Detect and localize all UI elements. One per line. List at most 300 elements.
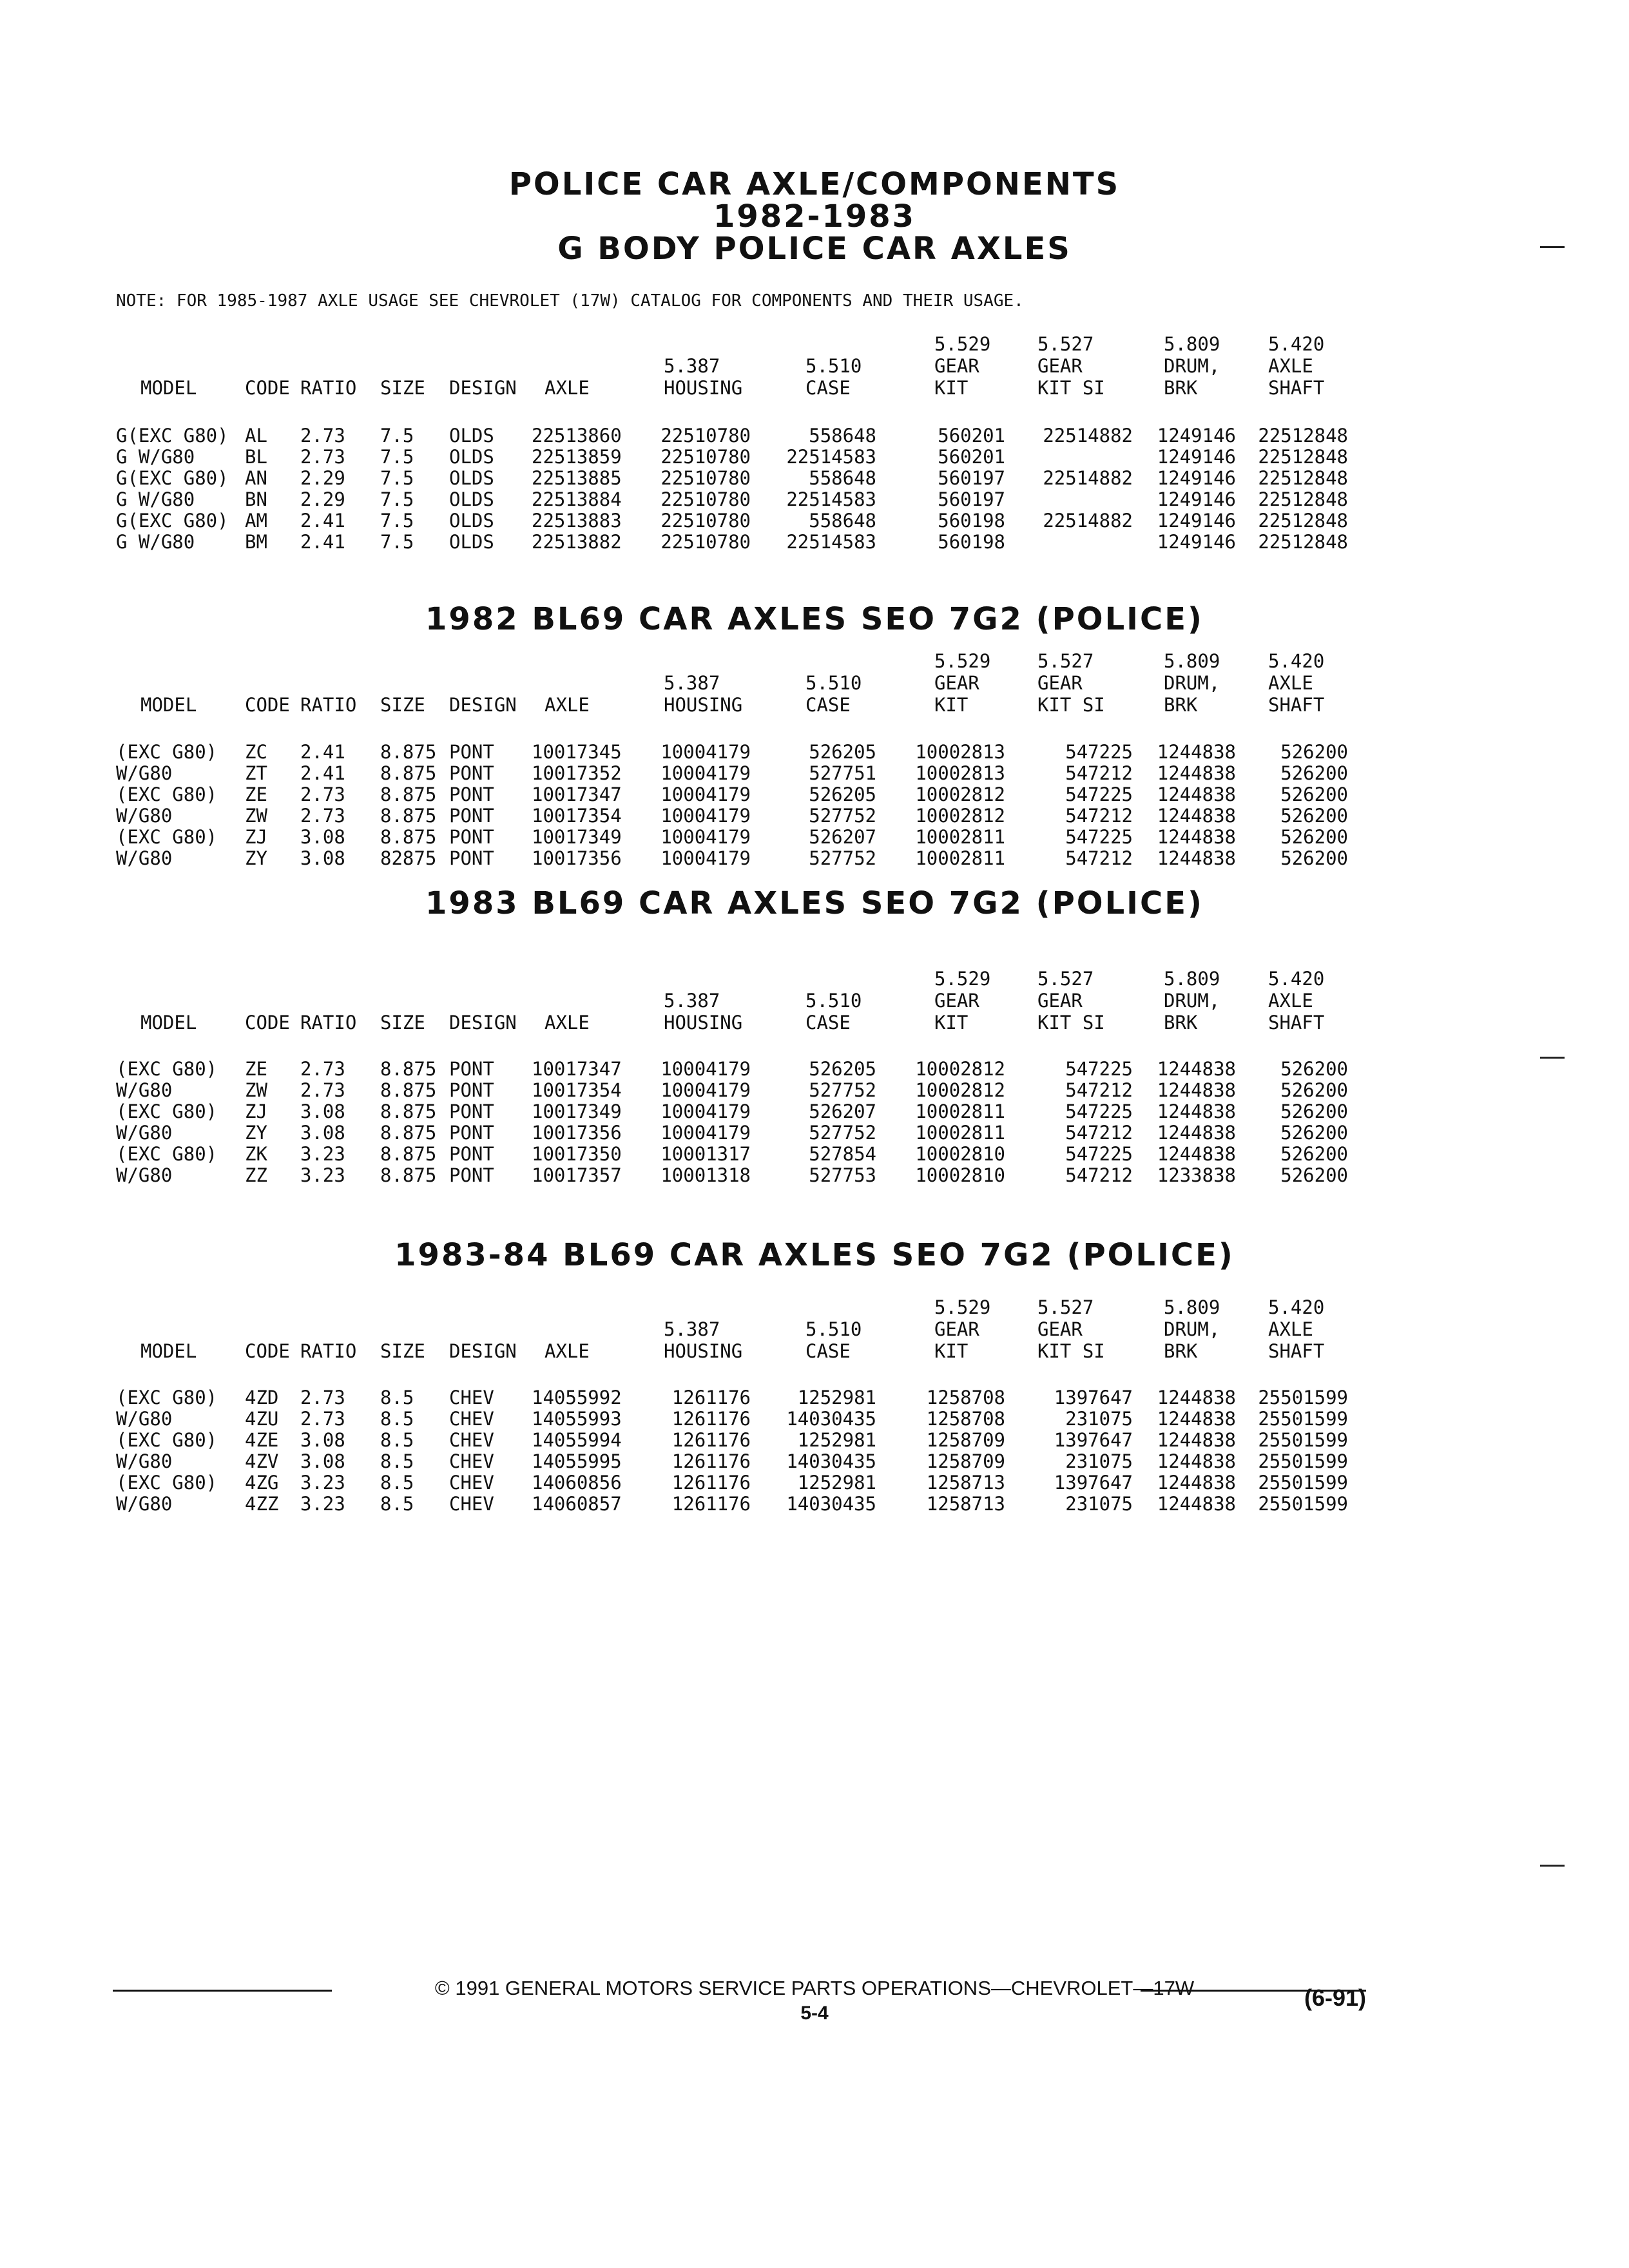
table-cell-size: 8.5 — [380, 1408, 414, 1430]
table-cell-gear-kit-si: 547225 — [1065, 783, 1133, 805]
table-cell-design: CHEV — [449, 1387, 494, 1408]
usage-note: NOTE: FOR 1985-1987 AXLE USAGE SEE CHEVROLET (17W) CATALOG FOR COMPONENTS AND THEIR USAGE. — [116, 291, 1024, 311]
table-cell-model: W/G80 — [116, 1493, 173, 1515]
table-cell-gear-kit-si: 231075 — [1065, 1450, 1133, 1472]
column-header-drum: DRUM, — [1164, 1318, 1220, 1340]
column-header-axle: AXLE — [545, 1012, 590, 1033]
table-cell-model: G W/G80 — [116, 488, 195, 510]
table-cell-design: CHEV — [449, 1493, 494, 1515]
column-header-gear-kit: GEAR — [934, 672, 979, 694]
table-cell-size: 8.875 — [380, 762, 437, 784]
table-cell-ratio: 2.73 — [300, 1079, 345, 1101]
table-cell-code: ZT — [245, 762, 267, 784]
section-title-1983-84-bl69: 1983-84 BL69 CAR AXLES SEO 7G2 (POLICE) — [394, 1237, 1235, 1273]
table-cell-case: 527854 — [809, 1143, 876, 1165]
table-cell-model: G W/G80 — [116, 531, 195, 553]
table-cell-housing: 22510780 — [660, 510, 751, 532]
column-header-case: CASE — [805, 1012, 851, 1033]
table-cell-model: G(EXC G80) — [116, 467, 229, 489]
table-cell-model: G W/G80 — [116, 446, 195, 468]
table-cell-axle: 10017350 — [532, 1143, 622, 1165]
table-cell-code: ZZ — [245, 1164, 267, 1186]
page-number: 5-4 — [800, 2003, 829, 2024]
column-header-drum: 5.809 — [1164, 968, 1220, 990]
table-cell-drum: 1244838 — [1157, 847, 1236, 869]
table-cell-code: AL — [245, 425, 267, 447]
column-header-shaft: 5.420 — [1268, 968, 1325, 990]
table-cell-housing: 1261176 — [671, 1429, 751, 1451]
table-cell-drum: 1244838 — [1157, 1079, 1236, 1101]
table-cell-design: CHEV — [449, 1408, 494, 1430]
table-cell-housing: 10004179 — [660, 847, 751, 869]
table-cell-axle: 10017356 — [532, 847, 622, 869]
table-cell-ratio: 3.08 — [300, 1100, 345, 1122]
table-cell-ratio: 2.73 — [300, 1058, 345, 1080]
table-cell-gear-kit: 10002812 — [915, 805, 1005, 827]
table-cell-housing: 1261176 — [671, 1493, 751, 1515]
table-cell-gear-kit: 560198 — [938, 510, 1005, 532]
column-header-size: SIZE — [380, 1340, 425, 1362]
table-cell-axle: 10017356 — [532, 1122, 622, 1144]
column-header-shaft: 5.420 — [1268, 333, 1325, 355]
table-cell-case: 1252981 — [797, 1387, 876, 1408]
table-cell-ratio: 2.73 — [300, 446, 345, 468]
table-cell-case: 526205 — [809, 741, 876, 763]
column-header-shaft: SHAFT — [1268, 1340, 1325, 1362]
table-cell-gear-kit: 10002812 — [915, 1079, 1005, 1101]
column-header-code: CODE — [245, 694, 290, 716]
table-cell-axle: 10017354 — [532, 805, 622, 827]
table-cell-code: 4ZE — [245, 1429, 279, 1451]
table-cell-axle: 10017349 — [532, 826, 622, 848]
table-cell-size: 82875 — [380, 847, 437, 869]
table-cell-design: CHEV — [449, 1429, 494, 1451]
table-cell-gear-kit-si: 547225 — [1065, 1100, 1133, 1122]
table-cell-design: PONT — [449, 1164, 494, 1186]
table-cell-drum: 1244838 — [1157, 1143, 1236, 1165]
table-cell-model: (EXC G80) — [116, 1429, 218, 1451]
table-cell-gear-kit-si: 547225 — [1065, 741, 1133, 763]
margin-mark — [1540, 1057, 1565, 1059]
column-header-housing: 5.387 — [664, 672, 720, 694]
table-cell-housing: 10001317 — [660, 1143, 751, 1165]
column-header-shaft: AXLE — [1268, 672, 1313, 694]
table-cell-shaft: 22512848 — [1258, 510, 1348, 532]
table-cell-code: ZJ — [245, 1100, 267, 1122]
table-cell-gear-kit: 560201 — [938, 425, 1005, 447]
column-header-drum: BRK — [1164, 377, 1198, 399]
table-cell-housing: 22510780 — [660, 488, 751, 510]
table-cell-gear-kit-si: 22514882 — [1043, 425, 1133, 447]
table-cell-size: 8.875 — [380, 1122, 437, 1144]
column-header-gear-kit: GEAR — [934, 990, 979, 1012]
column-header-gear-kit-si: GEAR — [1037, 990, 1083, 1012]
table-cell-gear-kit: 10002813 — [915, 741, 1005, 763]
table-cell-ratio: 2.73 — [300, 805, 345, 827]
table-cell-code: 4ZV — [245, 1450, 279, 1472]
table-cell-housing: 10004179 — [660, 1079, 751, 1101]
table-cell-gear-kit-si: 1397647 — [1054, 1387, 1133, 1408]
table-cell-shaft: 25501599 — [1258, 1429, 1348, 1451]
column-header-housing: 5.387 — [664, 1318, 720, 1340]
table-cell-ratio: 2.41 — [300, 531, 345, 553]
table-cell-design: OLDS — [449, 467, 494, 489]
column-header-shaft: AXLE — [1268, 990, 1313, 1012]
column-header-ratio: RATIO — [300, 1340, 357, 1362]
table-cell-gear-kit: 10002812 — [915, 1058, 1005, 1080]
table-cell-shaft: 22512848 — [1258, 488, 1348, 510]
column-header-gear-kit-si: KIT SI — [1037, 694, 1105, 716]
table-cell-shaft: 526200 — [1280, 826, 1348, 848]
table-cell-gear-kit: 560198 — [938, 531, 1005, 553]
column-header-gear-kit: GEAR — [934, 355, 979, 377]
table-cell-drum: 1244838 — [1157, 783, 1236, 805]
column-header-gear-kit-si: 5.527 — [1037, 333, 1094, 355]
table-cell-ratio: 3.08 — [300, 847, 345, 869]
column-header-drum: 5.809 — [1164, 333, 1220, 355]
column-header-model: MODEL — [140, 1012, 197, 1033]
table-cell-model: (EXC G80) — [116, 1387, 218, 1408]
table-cell-design: CHEV — [449, 1450, 494, 1472]
table-cell-housing: 10004179 — [660, 1058, 751, 1080]
column-header-size: SIZE — [380, 1012, 425, 1033]
table-cell-drum: 1249146 — [1157, 467, 1236, 489]
table-cell-axle: 10017352 — [532, 762, 622, 784]
table-cell-axle: 10017349 — [532, 1100, 622, 1122]
table-cell-code: BL — [245, 446, 267, 468]
column-header-gear-kit: KIT — [934, 694, 969, 716]
table-cell-design: PONT — [449, 1058, 494, 1080]
table-cell-axle: 14055992 — [532, 1387, 622, 1408]
column-header-code: CODE — [245, 1340, 290, 1362]
table-cell-code: ZY — [245, 847, 267, 869]
table-cell-model: G(EXC G80) — [116, 510, 229, 532]
table-cell-gear-kit: 10002812 — [915, 783, 1005, 805]
table-cell-code: BN — [245, 488, 267, 510]
table-cell-gear-kit: 10002811 — [915, 1122, 1005, 1144]
table-cell-design: PONT — [449, 826, 494, 848]
column-header-gear-kit: 5.529 — [934, 333, 991, 355]
table-cell-housing: 1261176 — [671, 1472, 751, 1494]
table-cell-case: 558648 — [809, 467, 876, 489]
table-cell-drum: 1249146 — [1157, 510, 1236, 532]
table-cell-code: ZE — [245, 1058, 267, 1080]
table-cell-case: 526205 — [809, 783, 876, 805]
table-cell-ratio: 2.41 — [300, 741, 345, 763]
table-cell-housing: 10004179 — [660, 741, 751, 763]
table-cell-model: W/G80 — [116, 805, 173, 827]
table-cell-case: 22514583 — [786, 531, 876, 553]
table-cell-gear-kit-si: 547225 — [1065, 1143, 1133, 1165]
column-header-model: MODEL — [140, 377, 197, 399]
table-cell-drum: 1244838 — [1157, 805, 1236, 827]
table-cell-design: OLDS — [449, 446, 494, 468]
column-header-drum: BRK — [1164, 694, 1198, 716]
table-cell-code: ZW — [245, 805, 267, 827]
column-header-case: 5.510 — [805, 672, 862, 694]
table-cell-case: 1252981 — [797, 1472, 876, 1494]
column-header-case: 5.510 — [805, 1318, 862, 1340]
table-cell-case: 527752 — [809, 805, 876, 827]
table-cell-case: 527752 — [809, 1079, 876, 1101]
column-header-shaft: 5.420 — [1268, 650, 1325, 672]
column-header-gear-kit-si: KIT SI — [1037, 1012, 1105, 1033]
table-cell-design: PONT — [449, 783, 494, 805]
table-cell-design: PONT — [449, 1079, 494, 1101]
table-cell-size: 7.5 — [380, 446, 414, 468]
column-header-ratio: RATIO — [300, 377, 357, 399]
table-cell-shaft: 25501599 — [1258, 1408, 1348, 1430]
margin-mark — [1540, 1865, 1565, 1867]
table-cell-drum: 1244838 — [1157, 1472, 1236, 1494]
table-cell-axle: 14055994 — [532, 1429, 622, 1451]
table-cell-gear-kit-si: 547212 — [1065, 847, 1133, 869]
column-header-drum: DRUM, — [1164, 672, 1220, 694]
table-cell-code: ZK — [245, 1143, 267, 1165]
table-cell-case: 22514583 — [786, 446, 876, 468]
column-header-shaft: SHAFT — [1268, 377, 1325, 399]
table-cell-drum: 1244838 — [1157, 1408, 1236, 1430]
table-cell-shaft: 25501599 — [1258, 1450, 1348, 1472]
column-header-code: CODE — [245, 377, 290, 399]
column-header-gear-kit: KIT — [934, 1012, 969, 1033]
column-header-gear-kit: KIT — [934, 1340, 969, 1362]
table-cell-code: BM — [245, 531, 267, 553]
table-cell-code: 4ZG — [245, 1472, 279, 1494]
column-header-model: MODEL — [140, 694, 197, 716]
table-cell-code: ZE — [245, 783, 267, 805]
column-header-model: MODEL — [140, 1340, 197, 1362]
table-cell-size: 8.875 — [380, 826, 437, 848]
table-cell-design: PONT — [449, 1122, 494, 1144]
table-cell-model: W/G80 — [116, 1079, 173, 1101]
table-cell-housing: 10001318 — [660, 1164, 751, 1186]
column-header-housing: 5.387 — [664, 990, 720, 1012]
column-header-ratio: RATIO — [300, 694, 357, 716]
table-cell-gear-kit-si: 22514882 — [1043, 467, 1133, 489]
table-cell-shaft: 526200 — [1280, 762, 1348, 784]
table-cell-drum: 1244838 — [1157, 1387, 1236, 1408]
table-cell-drum: 1244838 — [1157, 826, 1236, 848]
table-cell-drum: 1233838 — [1157, 1164, 1236, 1186]
table-cell-model: W/G80 — [116, 847, 173, 869]
table-cell-drum: 1244838 — [1157, 1450, 1236, 1472]
table-cell-code: 4ZZ — [245, 1493, 279, 1515]
table-cell-case: 14030435 — [786, 1493, 876, 1515]
column-header-drum: DRUM, — [1164, 355, 1220, 377]
table-cell-code: ZW — [245, 1079, 267, 1101]
table-cell-case: 527751 — [809, 762, 876, 784]
column-header-axle: AXLE — [545, 1340, 590, 1362]
table-cell-design: CHEV — [449, 1472, 494, 1494]
table-cell-ratio: 3.23 — [300, 1164, 345, 1186]
table-cell-case: 527752 — [809, 847, 876, 869]
table-cell-design: OLDS — [449, 488, 494, 510]
column-header-gear-kit: 5.529 — [934, 1296, 991, 1318]
table-cell-case: 526205 — [809, 1058, 876, 1080]
table-cell-gear-kit: 1258713 — [926, 1472, 1005, 1494]
table-cell-case: 558648 — [809, 425, 876, 447]
table-cell-gear-kit-si: 1397647 — [1054, 1472, 1133, 1494]
table-cell-model: W/G80 — [116, 762, 173, 784]
column-header-ratio: RATIO — [300, 1012, 357, 1033]
table-cell-drum: 1244838 — [1157, 1122, 1236, 1144]
column-header-design: DESIGN — [449, 694, 517, 716]
table-cell-axle: 22513885 — [532, 467, 622, 489]
table-cell-ratio: 2.29 — [300, 467, 345, 489]
table-cell-model: (EXC G80) — [116, 741, 218, 763]
table-cell-shaft: 25501599 — [1258, 1493, 1348, 1515]
table-cell-size: 8.875 — [380, 1058, 437, 1080]
table-cell-gear-kit: 560201 — [938, 446, 1005, 468]
table-cell-gear-kit-si: 547212 — [1065, 1164, 1133, 1186]
table-cell-gear-kit: 10002811 — [915, 826, 1005, 848]
table-cell-size: 7.5 — [380, 467, 414, 489]
column-header-drum: BRK — [1164, 1340, 1198, 1362]
column-header-gear-kit: 5.529 — [934, 968, 991, 990]
table-cell-gear-kit: 1258713 — [926, 1493, 1005, 1515]
table-cell-size: 7.5 — [380, 510, 414, 532]
table-cell-gear-kit-si: 547212 — [1065, 1079, 1133, 1101]
table-cell-shaft: 25501599 — [1258, 1387, 1348, 1408]
table-cell-axle: 14060857 — [532, 1493, 622, 1515]
page-title-line-2: 1982-1983 — [713, 198, 916, 235]
column-header-housing: HOUSING — [664, 694, 743, 716]
table-cell-shaft: 22512848 — [1258, 425, 1348, 447]
table-cell-gear-kit-si: 1397647 — [1054, 1429, 1133, 1451]
table-cell-housing: 22510780 — [660, 446, 751, 468]
table-cell-gear-kit: 10002813 — [915, 762, 1005, 784]
column-header-drum: DRUM, — [1164, 990, 1220, 1012]
column-header-code: CODE — [245, 1012, 290, 1033]
table-cell-ratio: 2.41 — [300, 510, 345, 532]
table-cell-design: OLDS — [449, 510, 494, 532]
table-cell-ratio: 3.23 — [300, 1143, 345, 1165]
column-header-axle: AXLE — [545, 377, 590, 399]
table-cell-model: (EXC G80) — [116, 1472, 218, 1494]
table-cell-ratio: 2.41 — [300, 762, 345, 784]
table-cell-ratio: 3.08 — [300, 1450, 345, 1472]
table-cell-shaft: 526200 — [1280, 1058, 1348, 1080]
column-header-gear-kit: 5.529 — [934, 650, 991, 672]
table-cell-size: 7.5 — [380, 531, 414, 553]
table-cell-ratio: 2.29 — [300, 488, 345, 510]
table-cell-code: ZC — [245, 741, 267, 763]
table-cell-housing: 10004179 — [660, 1100, 751, 1122]
table-cell-housing: 10004179 — [660, 783, 751, 805]
table-cell-model: W/G80 — [116, 1122, 173, 1144]
table-cell-case: 526207 — [809, 1100, 876, 1122]
table-cell-housing: 10004179 — [660, 805, 751, 827]
table-cell-shaft: 526200 — [1280, 1100, 1348, 1122]
table-cell-case: 527752 — [809, 1122, 876, 1144]
table-cell-size: 8.875 — [380, 1143, 437, 1165]
margin-mark — [1540, 246, 1565, 248]
table-cell-size: 7.5 — [380, 488, 414, 510]
table-cell-ratio: 3.23 — [300, 1472, 345, 1494]
table-cell-ratio: 2.73 — [300, 1408, 345, 1430]
table-cell-axle: 14055993 — [532, 1408, 622, 1430]
table-cell-shaft: 526200 — [1280, 741, 1348, 763]
table-cell-ratio: 2.73 — [300, 783, 345, 805]
table-cell-shaft: 526200 — [1280, 783, 1348, 805]
table-cell-drum: 1244838 — [1157, 1493, 1236, 1515]
table-cell-model: W/G80 — [116, 1450, 173, 1472]
column-header-gear-kit-si: GEAR — [1037, 672, 1083, 694]
page-title-line-1: POLICE CAR AXLE/COMPONENTS — [508, 166, 1121, 202]
table-cell-axle: 10017357 — [532, 1164, 622, 1186]
table-cell-housing: 22510780 — [660, 531, 751, 553]
column-header-drum: BRK — [1164, 1012, 1198, 1033]
revision-date: (6-91) — [1304, 1984, 1366, 2011]
table-cell-axle: 14055995 — [532, 1450, 622, 1472]
column-header-design: DESIGN — [449, 377, 517, 399]
table-cell-size: 8.875 — [380, 1100, 437, 1122]
footer-copyright: © 1991 GENERAL MOTORS SERVICE PARTS OPERATIONS—CHEVROLET—17W — [434, 1977, 1195, 1999]
table-cell-shaft: 526200 — [1280, 1079, 1348, 1101]
table-cell-housing: 10004179 — [660, 762, 751, 784]
table-cell-axle: 10017347 — [532, 1058, 622, 1080]
table-cell-shaft: 526200 — [1280, 1164, 1348, 1186]
table-cell-gear-kit-si: 547212 — [1065, 805, 1133, 827]
table-cell-drum: 1244838 — [1157, 1429, 1236, 1451]
table-cell-design: PONT — [449, 805, 494, 827]
table-cell-gear-kit: 1258708 — [926, 1408, 1005, 1430]
table-cell-shaft: 526200 — [1280, 1143, 1348, 1165]
table-cell-axle: 10017354 — [532, 1079, 622, 1101]
table-cell-axle: 10017345 — [532, 741, 622, 763]
table-cell-model: (EXC G80) — [116, 1100, 218, 1122]
table-cell-gear-kit-si: 547225 — [1065, 826, 1133, 848]
table-cell-size: 8.5 — [380, 1429, 414, 1451]
table-cell-code: ZJ — [245, 826, 267, 848]
column-header-housing: HOUSING — [664, 377, 743, 399]
column-header-shaft: SHAFT — [1268, 1012, 1325, 1033]
table-cell-case: 14030435 — [786, 1408, 876, 1430]
table-cell-size: 8.875 — [380, 1164, 437, 1186]
table-cell-ratio: 2.73 — [300, 1387, 345, 1408]
table-cell-size: 8.875 — [380, 741, 437, 763]
table-cell-axle: 22513882 — [532, 531, 622, 553]
table-cell-shaft: 526200 — [1280, 847, 1348, 869]
table-cell-code: AN — [245, 467, 267, 489]
table-cell-size: 8.5 — [380, 1493, 414, 1515]
column-header-gear-kit: KIT — [934, 377, 969, 399]
table-cell-drum: 1244838 — [1157, 762, 1236, 784]
table-cell-drum: 1244838 — [1157, 741, 1236, 763]
table-cell-model: G(EXC G80) — [116, 425, 229, 447]
table-cell-code: ZY — [245, 1122, 267, 1144]
table-cell-gear-kit-si: 547212 — [1065, 762, 1133, 784]
table-cell-drum: 1249146 — [1157, 531, 1236, 553]
column-header-housing: HOUSING — [664, 1340, 743, 1362]
table-cell-case: 558648 — [809, 510, 876, 532]
table-cell-gear-kit: 1258708 — [926, 1387, 1005, 1408]
column-header-drum: 5.809 — [1164, 1296, 1220, 1318]
table-cell-size: 8.5 — [380, 1472, 414, 1494]
table-cell-housing: 10004179 — [660, 826, 751, 848]
table-cell-case: 14030435 — [786, 1450, 876, 1472]
table-cell-model: (EXC G80) — [116, 826, 218, 848]
table-cell-drum: 1244838 — [1157, 1100, 1236, 1122]
table-cell-axle: 22513884 — [532, 488, 622, 510]
column-header-shaft: AXLE — [1268, 355, 1313, 377]
table-cell-gear-kit: 10002810 — [915, 1143, 1005, 1165]
table-cell-shaft: 22512848 — [1258, 446, 1348, 468]
column-header-design: DESIGN — [449, 1340, 517, 1362]
table-cell-axle: 22513860 — [532, 425, 622, 447]
column-header-case: 5.510 — [805, 990, 862, 1012]
